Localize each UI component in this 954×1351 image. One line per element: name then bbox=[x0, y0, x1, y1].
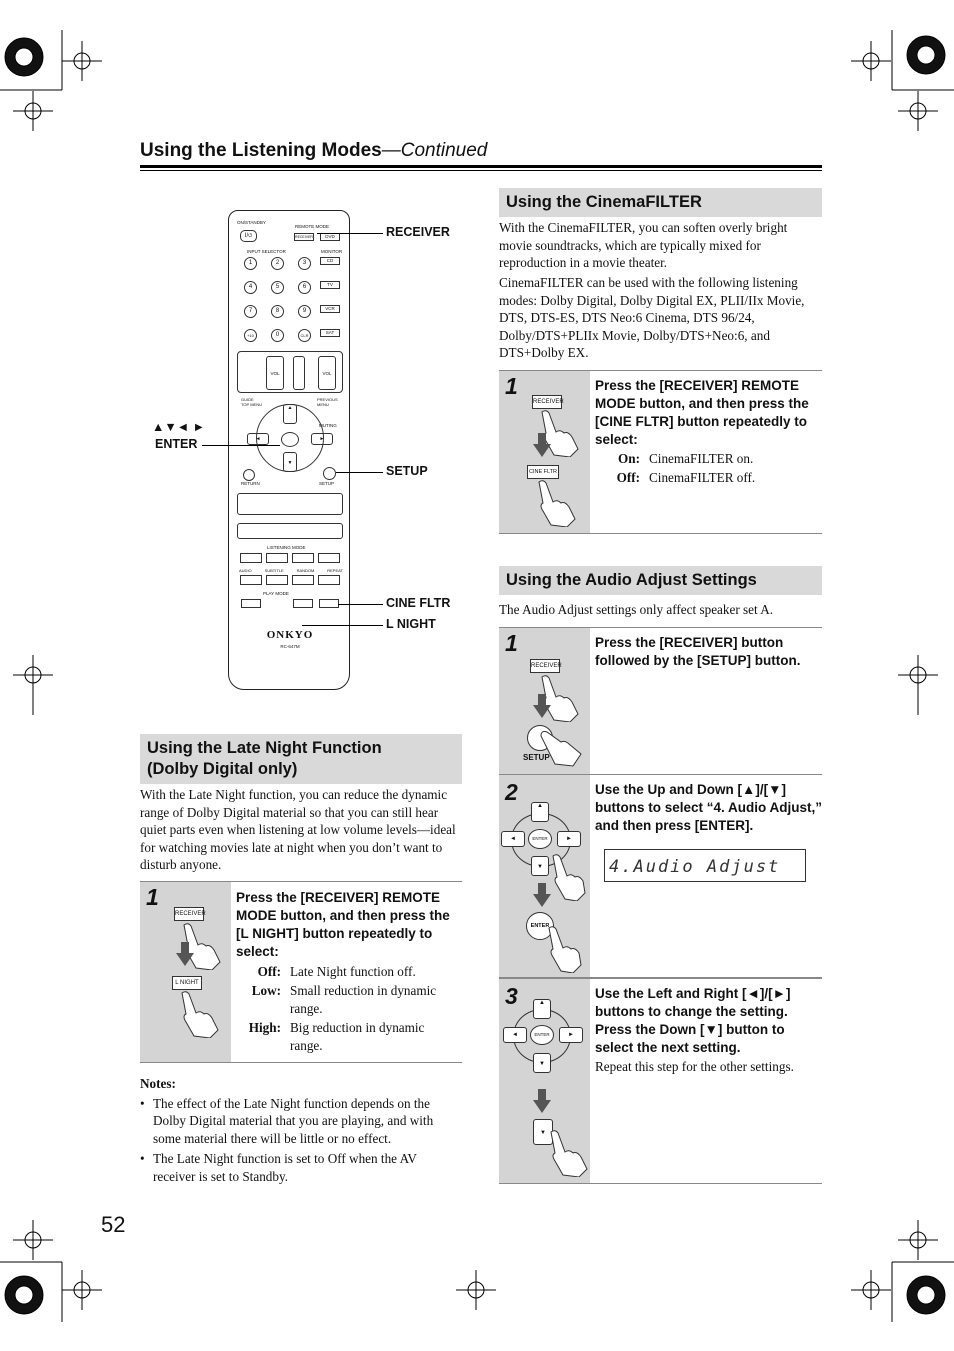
remote-left-button: ◄ bbox=[247, 433, 269, 445]
callout-l-night: L NIGHT bbox=[386, 617, 436, 631]
option-off: Off: Late Night function off. bbox=[257, 964, 416, 979]
remote-label-on-standby: ON/STANDBY bbox=[237, 220, 266, 225]
remote-listening-mode-row bbox=[240, 553, 340, 563]
notes-title: Notes: bbox=[140, 1076, 176, 1091]
remote-lm-button-3 bbox=[292, 553, 314, 563]
callout-receiver: RECEIVER bbox=[386, 225, 450, 239]
remote-digit-6: 6 bbox=[298, 281, 311, 294]
audio-adjust-step-3 bbox=[499, 978, 822, 1184]
remote-digit-8: 8 bbox=[271, 305, 284, 318]
down-arrow-icon bbox=[176, 942, 194, 966]
option-low: Low: Small reduction in dynamic range. bbox=[251, 982, 437, 1016]
remote-label-guide: GUIDE TOP MENU bbox=[241, 397, 262, 407]
cinemafilter-step-1-image: 1 RECEIVER CINE FLTR bbox=[499, 371, 590, 533]
audio-adjust-step-3-text: Use the Left and Right [◄]/[►] buttons to change the setting. Press the Down [▼] button to select the next setting. Repeat this step for the other settings. bbox=[595, 986, 794, 1074]
remote-control-illustration bbox=[228, 210, 350, 690]
remote-lm-button-1 bbox=[240, 553, 262, 563]
up-button-image: ▲ bbox=[531, 802, 549, 822]
remote-model: RC-647M bbox=[280, 644, 300, 649]
down-button-image: ▼ bbox=[533, 1119, 553, 1145]
remote-digit-7: 7 bbox=[244, 305, 257, 318]
remote-digit-5: 5 bbox=[271, 281, 284, 294]
remote-l-night-button bbox=[293, 599, 313, 608]
remote-tv-vol-button: VOL bbox=[266, 356, 284, 390]
remote-up-button: ▲ bbox=[283, 404, 297, 424]
remote-label-previous: PREVIOUS MENU bbox=[317, 397, 338, 407]
remote-label-monitor: MONITOR bbox=[321, 249, 343, 254]
audio-adjust-step-1-text: Press the [RECEIVER] button followed by the [SETUP] button. bbox=[595, 635, 801, 668]
remote-digit-plus10: +10 bbox=[244, 329, 257, 342]
cinemafilter-heading: Using the CinemaFILTER bbox=[499, 188, 822, 217]
pressing-hand-icon bbox=[172, 988, 222, 1038]
header-rule-thin bbox=[140, 170, 822, 171]
header-rule bbox=[140, 165, 822, 168]
remote-audio-row bbox=[240, 575, 340, 585]
pressing-hand-icon bbox=[535, 726, 585, 772]
remote-digit-grid bbox=[244, 257, 314, 357]
enter-button-small-image: ENTER bbox=[528, 829, 552, 849]
remote-label-input-selector: INPUT SELECTOR bbox=[247, 249, 286, 254]
pressing-hand-icon bbox=[541, 1127, 591, 1177]
left-button-image: ◄ bbox=[503, 1027, 527, 1043]
remote-audio-button-2 bbox=[266, 575, 288, 585]
late-night-intro: With the Late Night function, you can reduce the dynamic range of Dolby Digital material so that you can still hear quiet parts even when listening at low volume levels—ideal for watching movies late at night when you don’t want to disturb anyone. bbox=[140, 787, 456, 873]
option-on: On: CinemaFILTER on. bbox=[618, 451, 754, 466]
audio-adjust-step-3-image: 3 ▲ ▼ ◄ ► ENTER ▼ bbox=[499, 979, 590, 1183]
remote-audio-button-4 bbox=[318, 575, 340, 585]
remote-digit-9: 9 bbox=[298, 305, 311, 318]
remote-setup-button bbox=[323, 467, 336, 480]
callout-arrows: ▲▼◄ ► bbox=[152, 420, 205, 434]
remote-vcr-button: VCR bbox=[320, 305, 340, 313]
note-item: • The Late Night function is set to Off when the AV receiver is set to Standby. bbox=[140, 1150, 462, 1185]
late-night-step-1-image: 1 RECEIVER L NIGHT bbox=[140, 882, 231, 1062]
remote-label-remote-mode: REMOTE MODE bbox=[295, 224, 330, 229]
audio-adjust-step-1 bbox=[499, 627, 822, 775]
remote-digit-0: 0 bbox=[271, 329, 284, 342]
remote-label-muting: MUTING bbox=[319, 423, 337, 428]
remote-digit-4: 4 bbox=[244, 281, 257, 294]
remote-audio-button-1 bbox=[240, 575, 262, 585]
late-night-heading: Using the Late Night Function (Dolby Digital only) bbox=[140, 734, 462, 784]
enter-button-image: ENTER bbox=[526, 912, 554, 940]
receiver-button-image: RECEIVER bbox=[532, 395, 562, 409]
remote-lm-button-2 bbox=[266, 553, 288, 563]
receiver-button-image: RECEIVER bbox=[530, 659, 560, 673]
remote-audio-button-3 bbox=[292, 575, 314, 585]
remote-audio-labels: AUDIO SUBTITLE RANDOM REPEAT bbox=[239, 568, 343, 573]
remote-cd-button: CD bbox=[320, 257, 340, 265]
remote-lm-button-4 bbox=[318, 553, 340, 563]
remote-dvd-button: DVD bbox=[320, 233, 340, 241]
audio-adjust-step-1-image: 1 RECEIVER SETUP bbox=[499, 628, 590, 774]
remote-sat-button: SAT bbox=[320, 329, 340, 337]
down-arrow-icon bbox=[533, 883, 551, 907]
enter-button-small-image: ENTER bbox=[530, 1025, 554, 1045]
pressing-hand-icon bbox=[529, 477, 579, 527]
late-night-step-1-text: Press the [RECEIVER] REMOTE MODE button, and then press the [L NIGHT] button repeatedly to select: Off: Late Night function off. Low: Small reduction in dynamic range. High: Big reduction in dynamic range. bbox=[236, 889, 462, 1056]
remote-receiver-button: RECEIVER bbox=[295, 235, 313, 239]
callout-setup-line bbox=[336, 472, 383, 473]
remote-enter-button bbox=[281, 432, 299, 447]
callout-setup: SETUP bbox=[386, 464, 428, 478]
remote-volume-area bbox=[237, 351, 343, 393]
callout-enter: ENTER bbox=[155, 437, 198, 451]
late-night-notes bbox=[140, 1075, 462, 1189]
cinemafilter-para-2: CinemaFILTER can be used with the following listening modes: Dolby Digital, Dolby Digital EX, PLII/IIx Movie, DTS, DTS-ES, DTS Neo:6 Cinema, DTS 96/24, Dolby/DTS+PLIIx Movie, Dolby/DTS+Neo:6, and DTS+Dolby EX. bbox=[499, 275, 805, 361]
remote-digit-1: 1 bbox=[244, 257, 257, 270]
down-arrow-icon bbox=[533, 694, 551, 718]
cinemafilter-step-1 bbox=[499, 370, 822, 534]
cine-fltr-button-image: CINE FLTR bbox=[527, 465, 559, 479]
page-number: 52 bbox=[101, 1212, 126, 1237]
header-continued: —Continued bbox=[381, 140, 488, 161]
cinemafilter-options bbox=[595, 450, 822, 487]
up-button-image: ▲ bbox=[533, 999, 551, 1019]
remote-digit-3: 3 bbox=[298, 257, 311, 270]
cinemafilter-step-1-text: Press the [RECEIVER] REMOTE MODE button, and then press the [CINE FLTR] button repeatedly to select: On: CinemaFILTER on. Off: CinemaFILTER off. bbox=[595, 377, 822, 487]
receiver-button-image: RECEIVER bbox=[174, 907, 204, 921]
remote-brand-logo: ONKYO bbox=[266, 629, 314, 641]
late-night-options bbox=[236, 963, 462, 1056]
down-arrow-icon bbox=[533, 433, 551, 457]
callout-enter-line bbox=[202, 445, 280, 446]
remote-transport-row1 bbox=[237, 493, 343, 515]
right-button-image: ► bbox=[557, 831, 581, 847]
audio-adjust-step-2-text: Use the Up and Down [▲]/[▼] buttons to select “4. Audio Adjust,” and then press [ENTER]. bbox=[595, 782, 823, 833]
audio-adjust-intro: The Audio Adjust settings only affect speaker set A. bbox=[499, 602, 774, 617]
down-button-image: ▼ bbox=[533, 1053, 551, 1073]
callout-l-night-line bbox=[302, 625, 383, 626]
callout-cine-fltr: CINE FLTR bbox=[386, 596, 451, 610]
right-button-image: ► bbox=[559, 1027, 583, 1043]
remote-transport-row2 bbox=[237, 523, 343, 539]
remote-power-button: I/⏻ bbox=[240, 230, 257, 242]
audio-adjust-step-2-image: 2 ▲ ▼ ◄ ► ENTER ENTER bbox=[499, 775, 590, 977]
pressing-hand-icon bbox=[539, 923, 583, 973]
remote-cine-fltr-button bbox=[319, 599, 339, 608]
header-title: Using the Listening Modes bbox=[140, 140, 382, 161]
remote-label-play-mode: PLAY MODE bbox=[263, 591, 289, 596]
option-off: Off: CinemaFILTER off. bbox=[616, 469, 756, 485]
remote-down-button: ▼ bbox=[283, 452, 297, 472]
remote-tv-button: TV bbox=[320, 281, 340, 289]
callout-cine-fltr-line bbox=[338, 604, 383, 605]
remote-right-button: ► bbox=[311, 433, 333, 445]
l-night-button-image: L NIGHT bbox=[172, 976, 202, 990]
remote-label-return: RETURN bbox=[241, 481, 260, 486]
cinemafilter-para-1: With the CinemaFILTER, you can soften overly bright movie soundtracks, which are typically mixed for reproduction in a movie theater. bbox=[499, 220, 788, 271]
audio-adjust-heading: Using the Audio Adjust Settings bbox=[499, 566, 822, 595]
remote-digit-2: 2 bbox=[271, 257, 284, 270]
remote-channel-button bbox=[293, 356, 305, 390]
page-header bbox=[140, 140, 487, 162]
remote-label-setup: SETUP bbox=[319, 481, 335, 486]
note-item: • The effect of the Late Night function depends on the Dolby Digital material that you are playing, and with some material there will be little or no effect. bbox=[140, 1095, 462, 1148]
remote-label-listening-mode: LISTENING MODE bbox=[267, 545, 306, 550]
display-readout: 4.Audio Adjust bbox=[604, 849, 806, 882]
late-night-step-1 bbox=[140, 881, 462, 1063]
remote-return-button bbox=[243, 469, 255, 481]
down-arrow-icon bbox=[533, 1089, 551, 1113]
remote-clr-button: CLR bbox=[298, 329, 311, 342]
option-high: High: Big reduction in dynamic range. bbox=[248, 1019, 425, 1053]
setup-button-label: SETUP bbox=[523, 753, 550, 762]
remote-display-button bbox=[241, 599, 261, 608]
callout-receiver-line bbox=[317, 233, 383, 234]
remote-receiver-vol-button: VOL bbox=[318, 356, 336, 390]
down-button-image: ▼ bbox=[531, 856, 549, 876]
left-button-image: ◄ bbox=[501, 831, 525, 847]
